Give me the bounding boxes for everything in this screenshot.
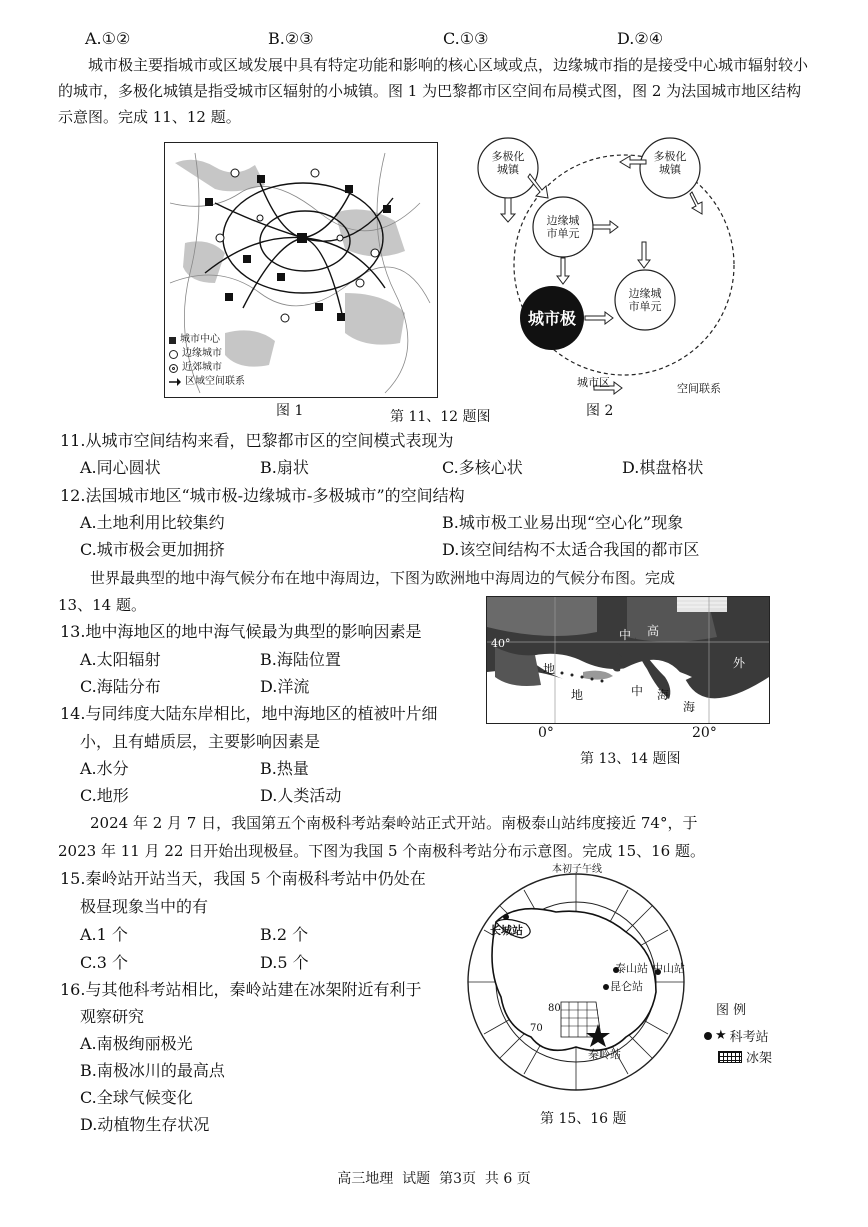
ring-icon <box>169 364 178 373</box>
q16-option-b: B.南极冰川的最高点 <box>80 1061 225 1080</box>
legend-city-center <box>169 333 245 347</box>
node-line: 城镇 <box>497 163 519 176</box>
arrow-icon <box>169 378 181 386</box>
node-line: 市单元 <box>628 300 662 313</box>
legend-label: 近郊城市 <box>182 362 222 373</box>
q15-stem-line1: 15.秦岭站开站当天，我国 5 个南极科考站中仍处在 <box>60 869 426 888</box>
q12-option-c: C.城市极会更加拥挤 <box>80 540 225 559</box>
q12-stem: 12.法国城市地区“城市极-边缘城市-多极城市”的空间结构 <box>60 486 465 505</box>
node-core: 城市极 <box>527 309 576 328</box>
q11-option-d: D.棋盘格状 <box>622 458 704 477</box>
square-icon <box>169 337 176 344</box>
q13-option-d: D.洋流 <box>260 677 310 696</box>
q11-option-c: C.多核心状 <box>442 458 523 477</box>
q14-option-c: C.地形 <box>80 786 129 805</box>
q11-stem: 11.从城市空间结构来看，巴黎都市区的空间模式表现为 <box>60 431 454 450</box>
q15-stem-line2: 极昼现象当中的有 <box>80 897 209 916</box>
option-a: A.①② <box>85 29 131 48</box>
q14-stem-line1: 14.与同纬度大陆东岸相比，地中海地区的植被叶片细 <box>60 704 438 723</box>
lat-label-40: 40° <box>491 637 511 650</box>
q14-stem-line2: 小，且有蜡质层，主要影响因素是 <box>80 732 321 751</box>
mediterranean-map-graphic <box>487 597 769 723</box>
legend-label: 城市中心 <box>180 334 220 345</box>
node-edge-top <box>545 214 581 240</box>
legend-label: 边缘城市 <box>182 348 222 359</box>
q13-option-c: C.海陆分布 <box>80 677 161 696</box>
fig2-legend-area: 城市区 <box>577 376 610 389</box>
passage-11-12: 城市极主要指城市或区域发展中具有特定功能和影响的核心区域或点，边缘城市指的是接受中心城市辐射较小的城市，多极化城镇是指受城市区辐射的小城镇。图 1 为巴黎都市区空间布局模式图，图 2 为法国城市地区结构示意图。完成 11、12 题。 <box>58 56 809 126</box>
node-line: 边缘城 <box>546 214 580 227</box>
fig4-legend-title: 图 例 <box>716 1003 747 1018</box>
station-qinling: 秦岭站 <box>588 1048 621 1061</box>
fig1-legend <box>169 333 245 389</box>
q12-option-a: A.土地利用比较集约 <box>80 513 225 532</box>
station-kunlun: 昆仑站 <box>610 980 643 993</box>
option-c: C.①③ <box>443 29 489 48</box>
fig1-caption: 图 1 <box>276 403 304 419</box>
q14-option-b: B.热量 <box>260 759 309 778</box>
node-line: 城镇 <box>659 163 681 176</box>
prime-meridian-label: 本初子午线 <box>552 864 602 875</box>
station-zhongshan: 中山站 <box>652 962 685 975</box>
q14-option-d: D.人类活动 <box>260 786 342 805</box>
grid-pattern-icon <box>718 1051 742 1063</box>
legend-label: 冰架 <box>746 1051 773 1066</box>
lat-label-80: 80 <box>548 1003 561 1014</box>
node-multi-left <box>490 150 526 176</box>
map-char-8: 高 <box>647 624 660 638</box>
passage-15-16-line1: 2024 年 2 月 7 日，我国第五个南极科考站秦岭站正式开站。南极泰山站纬度接近 74°，于 <box>90 814 698 832</box>
node-edge-right <box>627 287 663 313</box>
node-line: 多极化 <box>653 150 687 163</box>
lon-label-0: 0° <box>538 725 554 741</box>
q15-option-c: C.3 个 <box>80 953 129 972</box>
q16-option-a: A.南极绚丽极光 <box>80 1034 193 1053</box>
legend-suburb-city <box>169 361 245 375</box>
q11-option-a: A.同心圆状 <box>80 458 161 477</box>
fig4-legend-ice <box>718 1047 772 1066</box>
fig2-caption: 图 2 <box>586 403 614 419</box>
figure-4-antarctica-map <box>456 862 696 1102</box>
map-char-2: 地 <box>571 688 584 702</box>
map-char-6: 海 <box>683 700 696 714</box>
q16-option-c: C.全球气候变化 <box>80 1088 193 1107</box>
q12-option-d: D.该空间结构不太适合我国的都市区 <box>442 540 700 559</box>
node-line: 市单元 <box>546 227 580 240</box>
passage-15-16-line2: 2023 年 11 月 22 日开始出现极昼。下图为我国 5 个南极科考站分布示意图。完成 15、16 题。 <box>58 842 705 860</box>
passage-13-14-line1: 世界最典型的地中海气候分布在地中海周边，下图为欧洲地中海周边的气候分布图。完成 <box>90 569 676 587</box>
figure-3-mediterranean-map <box>486 596 770 724</box>
q12-option-b: B.城市极工业易出现“空心化”现象 <box>442 513 684 532</box>
node-multi-right <box>652 150 688 176</box>
passage-13-14-line2: 13、14 题。 <box>58 596 146 614</box>
fig3-caption: 第 13、14 题图 <box>580 751 681 767</box>
legend-edge-city <box>169 347 245 361</box>
q13-option-a: A.太阳辐射 <box>80 650 161 669</box>
map-char-1: 地 <box>543 662 556 676</box>
q16-stem-line1: 16.与其他科考站相比，秦岭站建在冰架附近有利于 <box>60 980 422 999</box>
figure-1-paris-map <box>164 142 438 398</box>
q15-option-d: D.5 个 <box>260 953 309 972</box>
q16-option-d: D.动植物生存状况 <box>80 1115 210 1134</box>
fig4-caption: 第 15、16 题 <box>540 1111 627 1127</box>
q15-option-a: A.1 个 <box>80 925 128 944</box>
circle-icon <box>169 350 178 359</box>
legend-label: 区域空间联系 <box>185 376 245 387</box>
fig-11-12-caption: 第 11、12 题图 <box>390 409 491 425</box>
fig4-legend-station <box>704 1026 769 1045</box>
legend-link <box>169 375 245 389</box>
map-char-7: 外 <box>733 656 746 670</box>
q13-stem: 13.地中海地区的地中海气候最为典型的影响因素是 <box>60 622 422 641</box>
page-footer: 高三地理 试题 第3页 共 6 页 <box>337 1171 531 1187</box>
map-char-4: 海 <box>657 688 670 702</box>
node-line: 边缘城 <box>628 287 662 300</box>
node-line: 多极化 <box>491 150 525 163</box>
map-char-5: 中 <box>631 684 644 698</box>
station-changcheng: 长城站 <box>490 924 523 937</box>
q16-stem-line2: 观察研究 <box>80 1007 145 1026</box>
lat-label-70: 70 <box>530 1023 543 1034</box>
station-taishan: 泰山站 <box>615 962 648 975</box>
map-char-3: 中 <box>619 628 632 642</box>
q15-option-b: B.2 个 <box>260 925 309 944</box>
dot-icon <box>704 1032 712 1040</box>
option-b: B.②③ <box>268 29 314 48</box>
star-icon: ★ <box>715 1028 727 1043</box>
fig2-legend-link: 空间联系 <box>677 382 721 395</box>
lon-label-20: 20° <box>692 725 717 741</box>
q11-option-b: B.扇状 <box>260 458 309 477</box>
legend-label: 科考站 <box>729 1030 769 1045</box>
option-d: D.②④ <box>617 29 664 48</box>
q13-option-b: B.海陆位置 <box>260 650 341 669</box>
q14-option-a: A.水分 <box>80 759 129 778</box>
